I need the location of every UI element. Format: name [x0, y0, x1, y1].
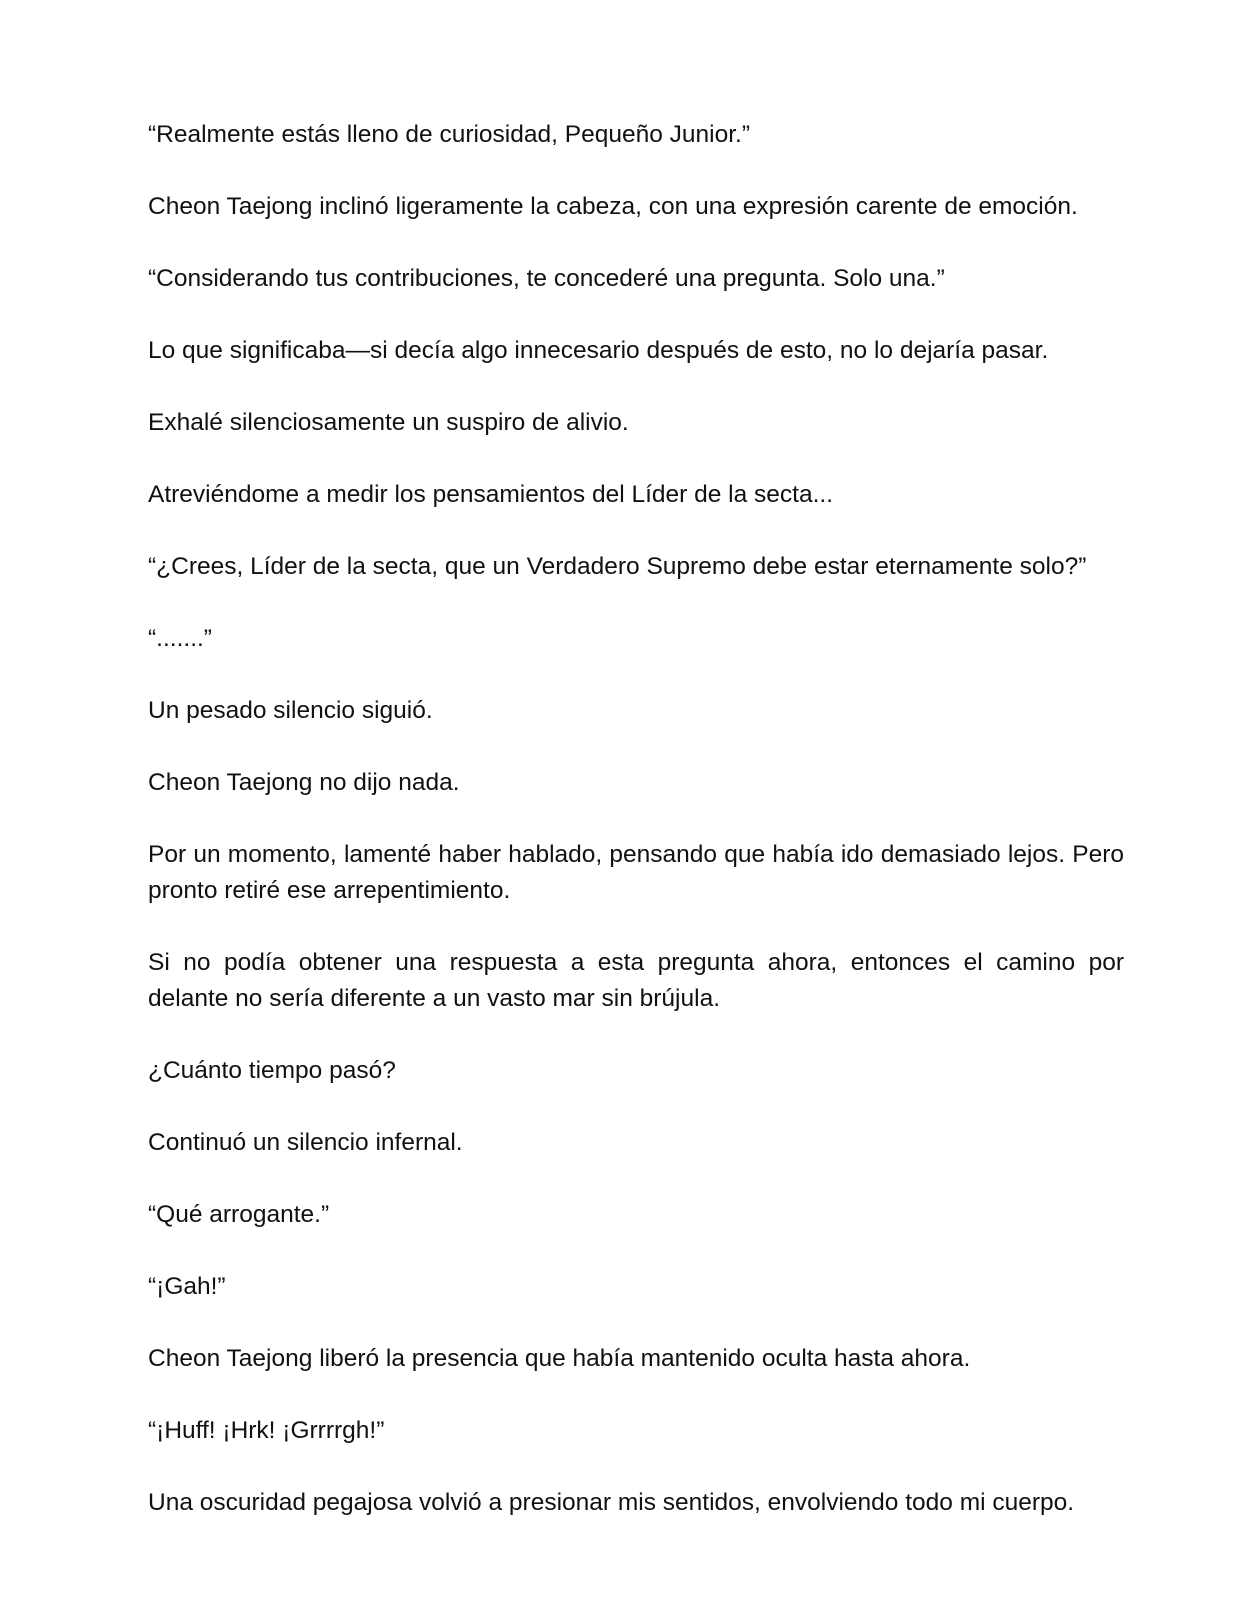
paragraph: Continuó un silencio infernal.	[148, 1129, 463, 1156]
paragraph: Cheon Taejong liberó la presencia que había mantenido oculta hasta ahora.	[148, 1345, 971, 1372]
paragraph: Atreviéndome a medir los pensamientos del Líder de la secta...	[148, 481, 834, 508]
paragraph: “.......”	[148, 625, 212, 652]
paragraph: Por un momento, lamenté haber hablado, pensando que había ido demasiado lejos. Pero pronto retiré ese arrepentimiento.	[148, 841, 1124, 904]
paragraph: Un pesado silencio siguió.	[148, 697, 433, 724]
paragraph: Si no podía obtener una respuesta a esta pregunta ahora, entonces el camino por delante no sería diferente a un vasto mar sin brújula.	[148, 949, 1124, 1012]
paragraph: Exhalé silenciosamente un suspiro de alivio.	[148, 409, 629, 436]
paragraph: ¿Cuánto tiempo pasó?	[148, 1057, 396, 1084]
paragraph: Lo que significaba—si decía algo innecesario después de esto, no lo dejaría pasar.	[148, 337, 1049, 364]
paragraph: “Qué arrogante.”	[148, 1201, 330, 1228]
paragraph: “¡Gah!”	[148, 1273, 226, 1300]
paragraph: “¡Huff! ¡Hrk! ¡Grrrrgh!”	[148, 1417, 385, 1444]
paragraph: “Realmente estás lleno de curiosidad, Pequeño Junior.”	[148, 121, 750, 148]
paragraph: Cheon Taejong inclinó ligeramente la cabeza, con una expresión carente de emoción.	[148, 193, 1078, 220]
paragraph: “¿Crees, Líder de la secta, que un Verdadero Supremo debe estar eternamente solo?”	[148, 553, 1087, 580]
paragraph: Una oscuridad pegajosa volvió a presionar mis sentidos, envolviendo todo mi cuerpo.	[148, 1489, 1075, 1516]
paragraph: “Considerando tus contribuciones, te concederé una pregunta. Solo una.”	[148, 265, 945, 292]
paragraph: Cheon Taejong no dijo nada.	[148, 769, 460, 796]
document-page	[148, 117, 1124, 1557]
